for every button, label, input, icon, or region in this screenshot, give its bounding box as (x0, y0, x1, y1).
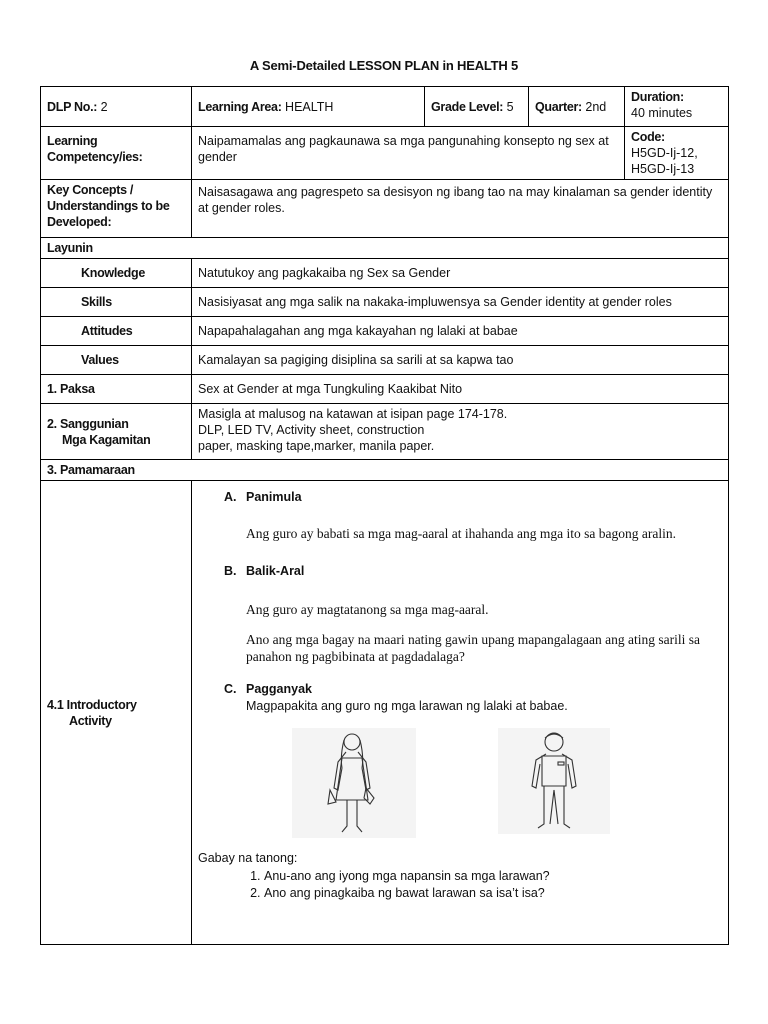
knowledge-row (41, 259, 729, 288)
layunin-row (41, 238, 729, 259)
section-c-letter: C. (224, 682, 237, 696)
boy-drawing-image (498, 728, 610, 834)
sanggunian-line-3: paper, masking tape,marker, manila paper. (198, 439, 435, 453)
gabay-label: Gabay na tanong: (198, 851, 298, 865)
competency-label-2: Competency/ies: (47, 150, 143, 164)
intro-content-cell (192, 481, 729, 945)
key-concepts-label-cell (41, 180, 192, 238)
values-row (41, 346, 729, 375)
grade-level-cell (425, 87, 529, 127)
section-a-title: Panimula (246, 490, 302, 504)
code-label: Code: (631, 130, 665, 144)
key-concepts-label-3: Developed: (47, 215, 112, 229)
paksa-text: Sex at Gender at mga Tungkuling Kaakibat Nito (192, 375, 729, 404)
dlp-cell (41, 87, 192, 127)
section-c-title: Pagganyak (246, 682, 313, 696)
guide-questions-list (246, 868, 722, 902)
attitudes-text: Napapahalagahan ang mga kakayahan ng lalaki at babae (192, 317, 729, 346)
section-a-text: Ang guro ay babati sa mga mag-aaral at ihahanda ang mga ito sa bagong aralin. (246, 526, 676, 541)
guide-question: 2. Ano ang pinagkaiba ng bawat larawan sa isa’t isa? (264, 885, 722, 902)
sanggunian-row (41, 404, 729, 460)
grade-level-label: Grade Level: (431, 99, 504, 114)
skills-label: Skills (41, 288, 192, 317)
competency-label-1: Learning (47, 134, 98, 148)
paksa-row (41, 375, 729, 404)
duration-label: Duration: (631, 90, 684, 104)
values-text: Kamalayan sa pagiging disiplina sa sarili at sa kapwa tao (192, 346, 729, 375)
section-c-text: Magpapakita ang guro ng mga larawan ng lalaki at babae. (246, 699, 568, 713)
section-a-letter: A. (224, 490, 237, 504)
section-b-text-2: Ano ang mga bagay na maari nating gawin upang mapangalagaan ang ating sarili sa panahon ng pagbibinata at pagdadalaga? (246, 632, 700, 664)
section-c-heading (224, 681, 722, 697)
quarter-cell (529, 87, 625, 127)
pamamaraan-label: 3. Pamamaraan (41, 460, 729, 481)
sanggunian-label-cell (41, 404, 192, 460)
knowledge-text: Natutukoy ang pagkakaiba ng Sex sa Gender (192, 259, 729, 288)
quarter-value: 2nd (585, 99, 607, 114)
learning-area-value: HEALTH (285, 99, 334, 114)
duration-cell (625, 87, 729, 127)
girl-drawing-image (292, 728, 416, 838)
layunin-label: Layunin (41, 238, 729, 259)
pamamaraan-row (41, 460, 729, 481)
lesson-plan-table (40, 86, 729, 945)
values-label: Values (41, 346, 192, 375)
document-title: A Semi-Detailed LESSON PLAN in HEALTH 5 (249, 58, 519, 73)
duration-value: 40 minutes (631, 106, 693, 120)
section-a-heading (224, 489, 722, 505)
code-cell (625, 127, 729, 180)
header-row (41, 87, 729, 127)
dlp-value: 2 (100, 99, 108, 114)
sanggunian-label-2: Mga Kagamitan (62, 432, 151, 447)
dlp-label: DLP No.: (47, 99, 98, 114)
learning-area-label: Learning Area: (198, 99, 282, 114)
intro-label-cell (41, 481, 192, 945)
sanggunian-label-1: 2. Sanggunian (47, 416, 129, 431)
intro-label-1: 4.1 Introductory (47, 697, 137, 712)
paksa-label: 1. Paksa (41, 375, 192, 404)
section-b-heading (224, 563, 722, 579)
competency-row (41, 127, 729, 180)
grade-level-value: 5 (506, 99, 514, 114)
quarter-label: Quarter: (535, 99, 582, 114)
key-concepts-text: Naisasagawa ang pagrespeto sa desisyon ng ibang tao na may kinalaman sa gender identity at gender roles. (192, 180, 729, 238)
figures-row (198, 728, 722, 838)
section-b-title: Balik-Aral (246, 564, 305, 578)
code-line-1: H5GD-Ij-12, (631, 146, 698, 160)
sanggunian-line-2: DLP, LED TV, Activity sheet, construction (198, 423, 425, 437)
attitudes-row (41, 317, 729, 346)
attitudes-label: Attitudes (41, 317, 192, 346)
sanggunian-line-1: Masigla at malusog na katawan at isipan page 174-178. (198, 407, 508, 421)
learning-area-cell (192, 87, 425, 127)
key-concepts-label-1: Key Concepts / (47, 183, 134, 197)
competency-label-cell (41, 127, 192, 180)
skills-text: Nasisiyasat ang mga salik na nakaka-impluwensya sa Gender identity at gender roles (192, 288, 729, 317)
section-b-letter: B. (224, 564, 237, 578)
intro-label-2: Activity (69, 713, 112, 728)
knowledge-label: Knowledge (41, 259, 192, 288)
guide-question: 1. Anu-ano ang iyong mga napansin sa mga larawan? (264, 868, 722, 885)
skills-row (41, 288, 729, 317)
key-concepts-row (41, 180, 729, 238)
sanggunian-text-cell (192, 404, 729, 460)
code-line-2: H5GD-Ij-13 (631, 162, 695, 176)
introductory-activity-row (41, 481, 729, 945)
section-b-text-1: Ang guro ay magtatanong sa mga mag-aaral. (246, 602, 489, 617)
competency-text: Naipamamalas ang pagkaunawa sa mga pangunahing konsepto ng sex at gender (192, 127, 625, 180)
key-concepts-label-2: Understandings to be (47, 199, 170, 213)
